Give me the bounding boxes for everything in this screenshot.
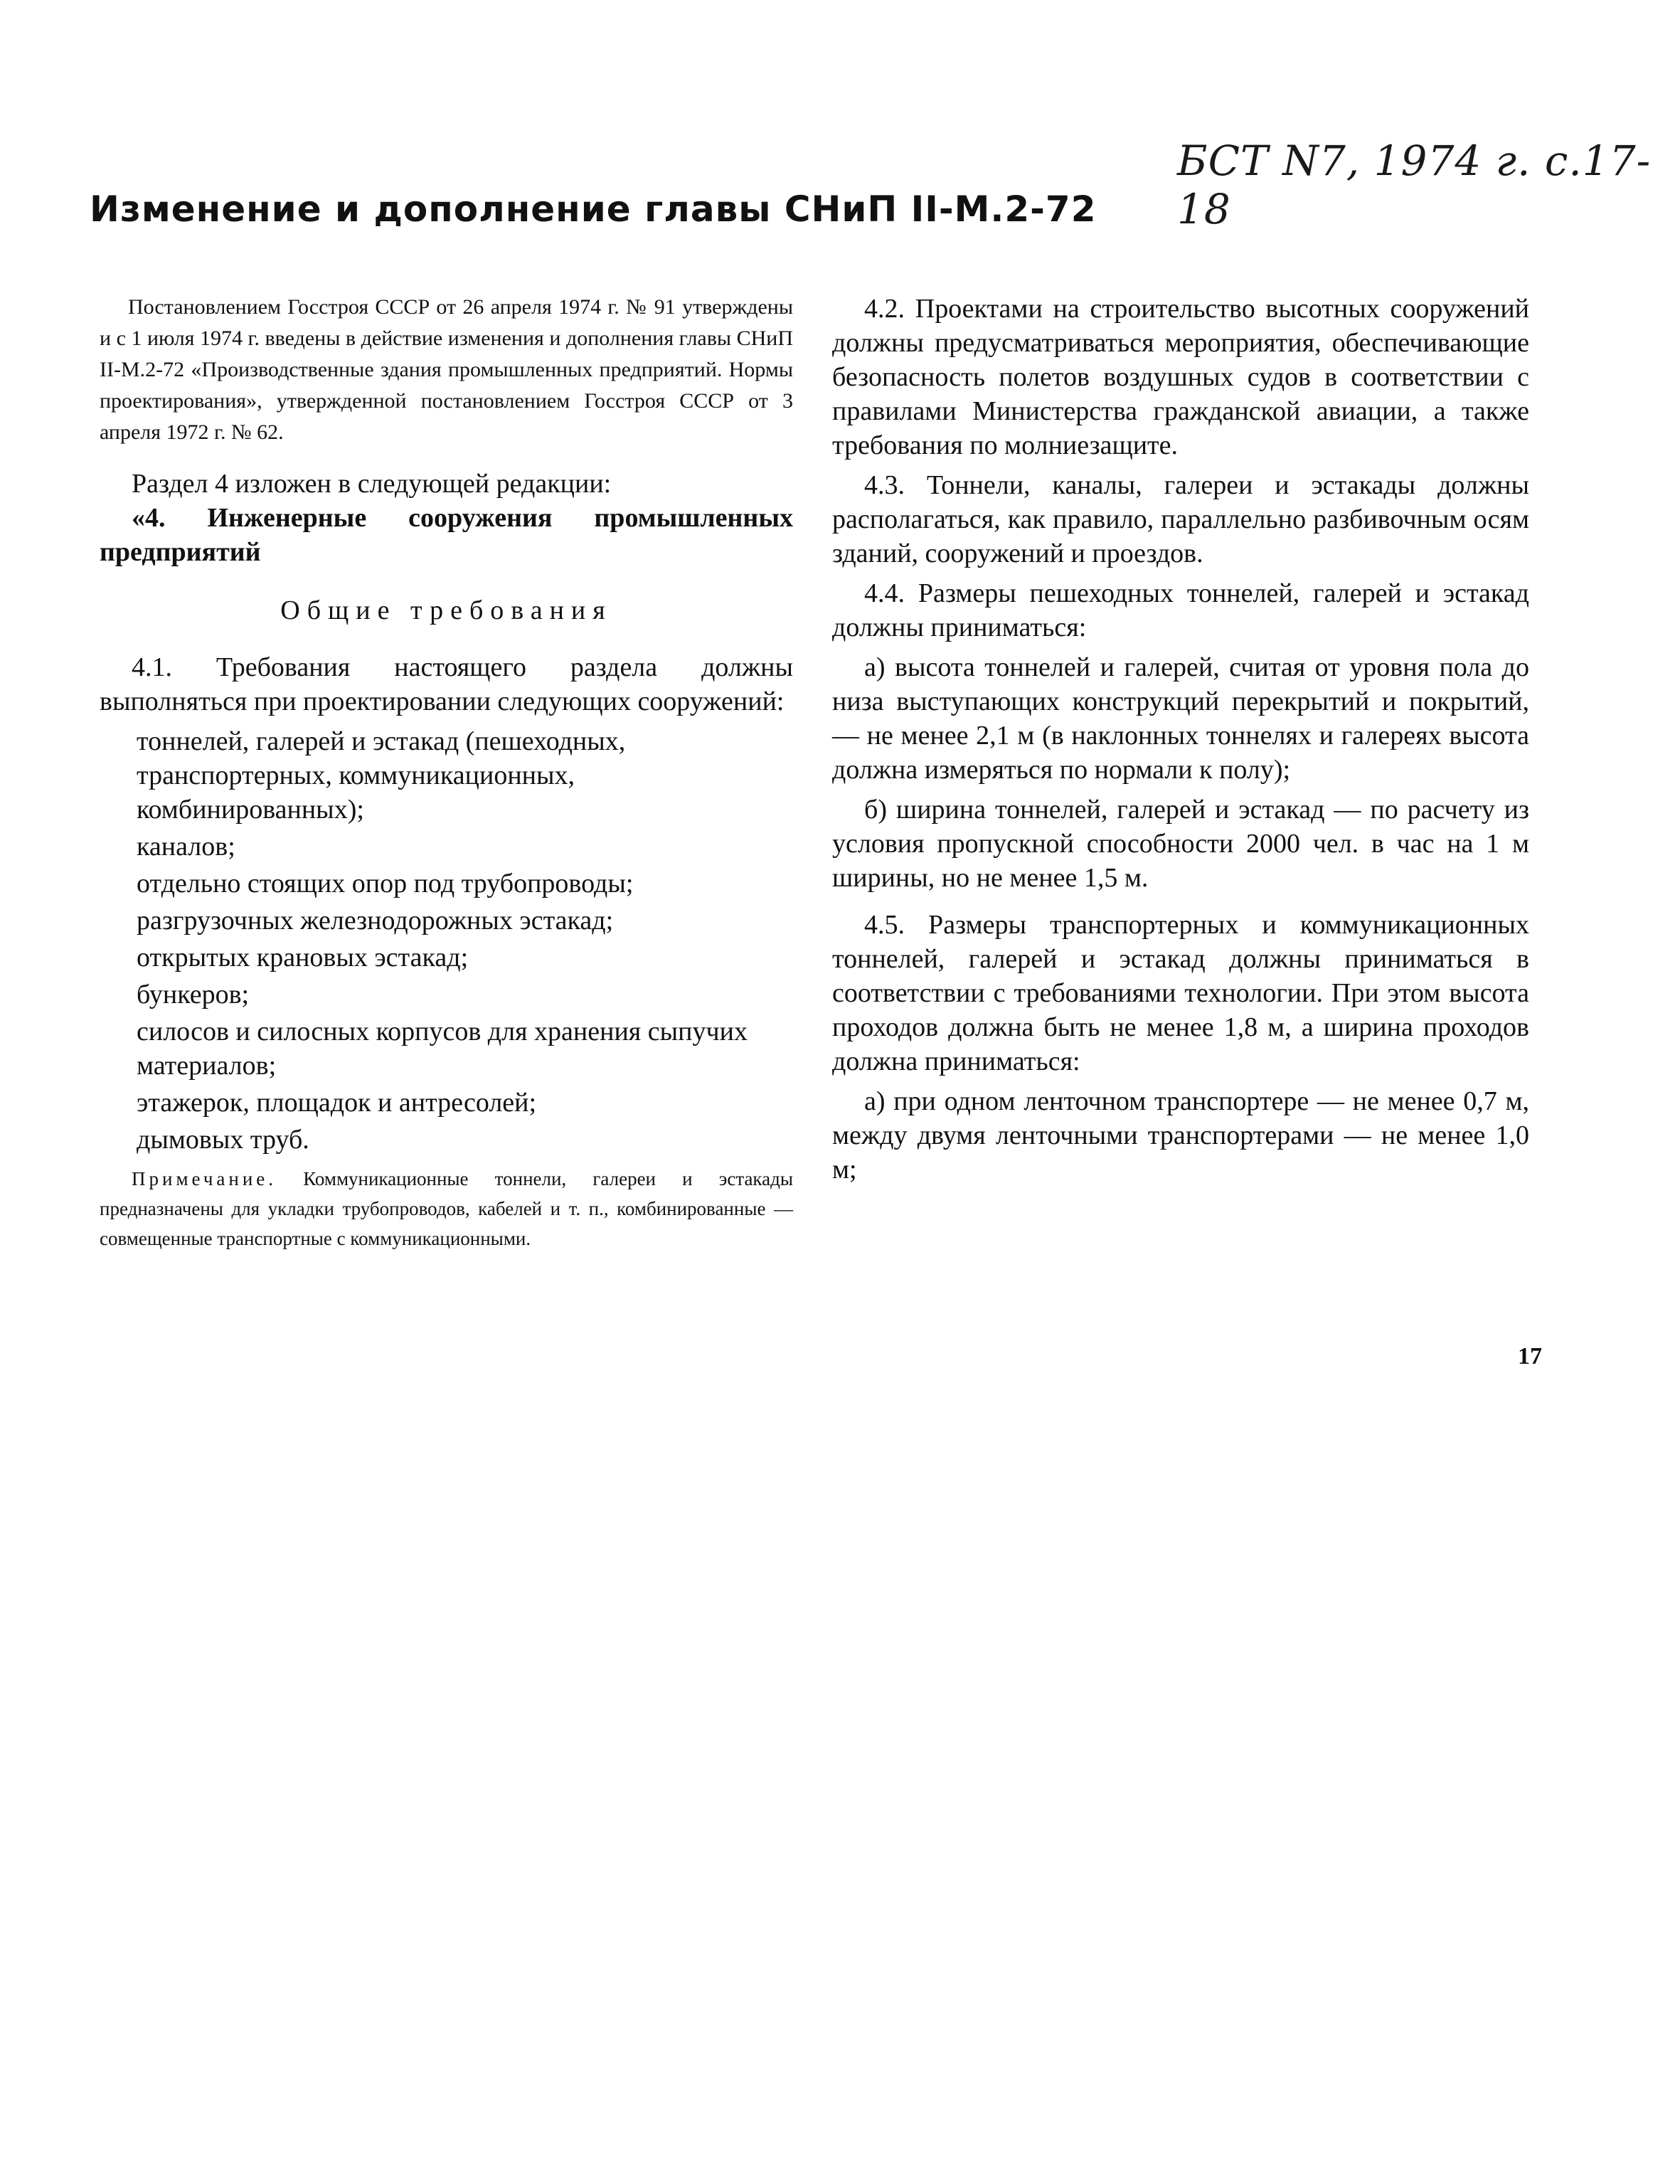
left-column bbox=[100, 292, 793, 1273]
paragraph-4-3: 4.3. Тоннели, каналы, галереи и эстакады должны располагаться, как правило, параллельно разбивочным осям зданий, сооружений и проездов. bbox=[832, 470, 1529, 568]
document-title: Изменение и дополнение главы СНиП II-М.2-72 bbox=[90, 189, 1097, 230]
list-item: разгрузочных железнодорожных эстакад; bbox=[137, 906, 614, 935]
list-item: отдельно стоящих опор под трубопроводы; bbox=[137, 869, 634, 898]
intro-paragraph: Постановлением Госстроя СССР от 26 апреля 1974 г. № 91 утверждены и с 1 июля 1974 г. введены в действие изменения и дополнения главы СНиП II-М.2-72 «Производственные здания промышленных предприятий. Нормы проектирования», утвержденной постановлением Госстроя СССР от 3 апреля 1972 г. № 62. bbox=[100, 295, 793, 444]
section-title: «4. Инженерные сооружения промышленных предприятий bbox=[100, 503, 793, 567]
page-number: 17 bbox=[1518, 1343, 1542, 1369]
list-item: каналов; bbox=[137, 832, 235, 862]
list-item: дымовых труб. bbox=[137, 1125, 309, 1155]
right-column bbox=[832, 292, 1529, 1192]
paragraph-4-5: 4.5. Размеры транспортерных и коммуникационных тоннелей, галерей и эстакад должны приниматься в соответствии с требованиями технологии. При этом высота проходов должна быть не менее 1,8 м, а ширина проходов должна приниматься: bbox=[832, 910, 1529, 1076]
section-line: Раздел 4 изложен в следующей редакции: bbox=[132, 469, 612, 499]
list-item: открытых крановых эстакад; bbox=[137, 943, 469, 972]
list-item: бункеров; bbox=[137, 980, 250, 1009]
paragraph-4-5-a: а) при одном ленточном транспортере — не менее 0,7 м, между двумя ленточными транспортерами — не менее 1,0 м; bbox=[832, 1086, 1529, 1184]
list-item: силосов и силосных корпусов для хранения сыпучих материалов; bbox=[137, 1017, 748, 1081]
paragraph-4-2: 4.2. Проектами на строительство высотных сооружений должны предусматриваться мероприятия, обеспечивающие безопасность полетов воздушных судов в соответствии с правилами Министерства гражданской авиации, а также требования по молниезащите. bbox=[832, 294, 1529, 460]
list-item: этажерок, площадок и антресолей; bbox=[137, 1088, 537, 1118]
note-text: Коммуникационные тоннели, галереи и эстакады предназначены для укладки трубопроводов, кабелей и т. п., комбинированные — совмещенные транспортные с коммуникационными. bbox=[100, 1168, 794, 1249]
paragraph-4-1: 4.1. Требования настоящего раздела должны выполняться при проектировании следующих сооружений: bbox=[100, 652, 793, 716]
paragraph-4-4-a: а) высота тоннелей и галерей, считая от уровня пола до низа выступающих конструкций перекрытий и покрытий, — не менее 2,1 м (в наклонных тоннелях и галереях высота должна измеряться по нормали к полу); bbox=[832, 652, 1529, 785]
note bbox=[100, 1164, 793, 1253]
note-label: Примечание. bbox=[132, 1168, 277, 1189]
paragraph-4-4-b: б) ширина тоннелей, галерей и эстакад — по расчету из условия пропускной способности 2000 чел. в час на 1 м ширины, но не менее 1,5 м. bbox=[832, 795, 1529, 893]
list-item: тоннелей, галерей и эстакад (пешеходных, транспортерных, коммуникационных, комбинированных); bbox=[137, 726, 626, 825]
paragraph-4-4: 4.4. Размеры пешеходных тоннелей, галерей и эстакад должны приниматься: bbox=[832, 578, 1529, 642]
handwritten-note: БСТ N7, 1974 г. с.17-18 bbox=[1177, 137, 1652, 233]
subheading: Общие требования bbox=[280, 595, 612, 625]
